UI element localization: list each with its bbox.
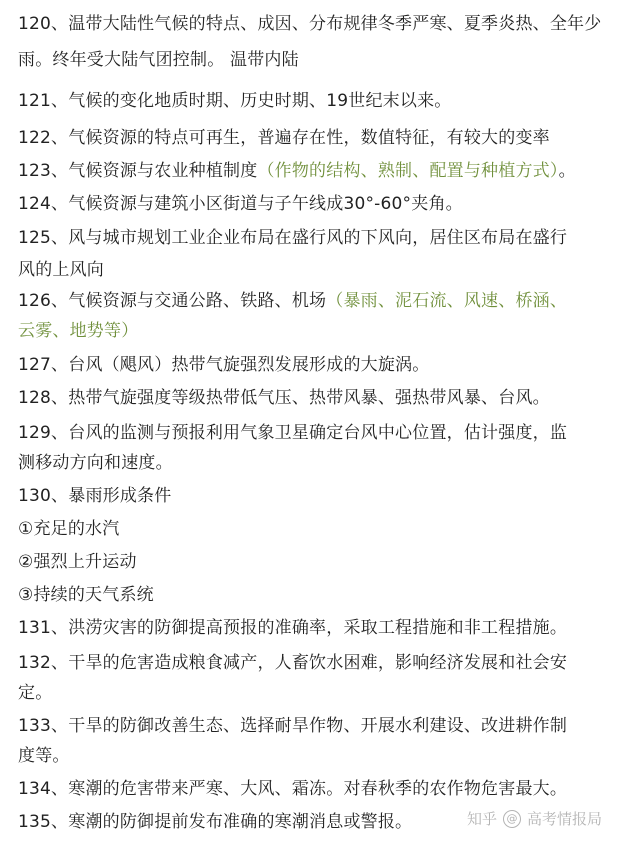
item-129-line-2: 测移动方向和速度。	[18, 453, 173, 473]
item-120-line-1: 120、温带大陆性气候的特点、成因、分布规律冬季严寒、夏季炎热、全年少	[18, 14, 602, 34]
item-133-line-2: 度等。	[18, 746, 70, 766]
watermark-author: 高考情报局	[526, 810, 602, 828]
item-133-line-1: 133、干旱的防御改善生态、选择耐旱作物、开展水利建设、改进耕作制	[18, 716, 568, 736]
item-130-cond-1: ①充足的水汽	[18, 519, 120, 539]
item-130-cond-2: ②强烈上升运动	[18, 552, 137, 572]
watermark-site: 知乎	[466, 810, 497, 828]
item-127: 127、台风（飓风）热带气旋强烈发展形成的大旋涡。	[18, 355, 430, 375]
item-128: 128、热带气旋强度等级热带低气压、热带风暴、强热带风暴、台风。	[18, 388, 550, 408]
item-132-line-2: 定。	[18, 683, 53, 703]
item-125-line-1: 125、风与城市规划工业企业布局在盛行风的下风向，居住区布局在盛行	[18, 228, 568, 248]
at-icon: @	[503, 810, 521, 828]
item-131: 131、洪涝灾害的防御提高预报的准确率，采取工程措施和非工程措施。	[18, 618, 568, 638]
item-123-note: （作物的结构、熟制、配置与种植方式）	[257, 161, 559, 181]
item-126-line-1: 126、气候资源与交通公路、铁路、机场（暴雨、泥石流、风速、桥涵、	[18, 291, 568, 311]
item-121: 121、气候的变化地质时期、历史时期、19世纪末以来。	[18, 91, 452, 111]
item-124: 124、气候资源与建筑小区街道与子午线成30°-60°夹角。	[18, 194, 463, 214]
item-122: 122、气候资源的特点可再生，普遍存在性，数值特征，有较大的变率	[18, 128, 550, 148]
item-135: 135、寒潮的防御提前发布准确的寒潮消息或警报。	[18, 812, 413, 832]
item-130-cond-3: ③持续的天气系统	[18, 585, 154, 605]
item-126-note: （暴雨、泥石流、风速、桥涵、	[326, 291, 568, 311]
item-134: 134、寒潮的危害带来严寒、大风、霜冻。对春秋季的农作物危害最大。	[18, 779, 568, 799]
item-126-note-cont: 云雾、地势等）	[18, 321, 139, 341]
item-123: 123、气候资源与农业种植制度（作物的结构、熟制、配置与种植方式）。	[18, 161, 576, 181]
item-120-line-2: 雨。终年受大陆气团控制。 温带内陆	[18, 50, 299, 70]
item-129-line-1: 129、台风的监测与预报利用气象卫星确定台风中心位置，估计强度，监	[18, 423, 568, 443]
item-125-line-2: 风的上风向	[18, 260, 104, 280]
watermark	[467, 808, 602, 829]
item-130: 130、暴雨形成条件	[18, 486, 172, 506]
item-126-line-2	[18, 321, 608, 341]
item-132-line-1: 132、干旱的危害造成粮食减产，人畜饮水困难，影响经济发展和社会安	[18, 653, 568, 673]
